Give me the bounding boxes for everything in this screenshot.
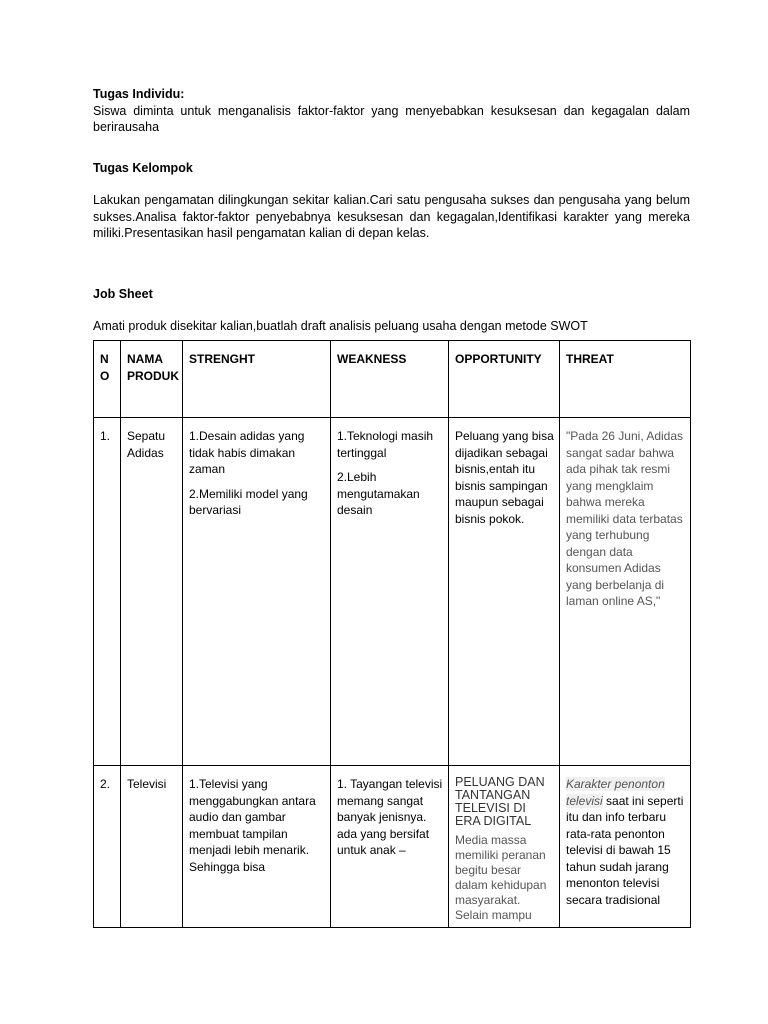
row2-opportunity <box>449 766 560 928</box>
table-row <box>94 418 691 766</box>
row1-strength <box>183 418 331 766</box>
header-product-name: NAMA PRODUK <box>121 341 183 418</box>
row1-strength-2: 2.Memiliki model yang bervariasi <box>189 486 308 517</box>
header-no: N O <box>94 341 121 418</box>
jobsheet-instruction: Amati produk disekitar kalian,buatlah draft analisis peluang usaha dengan metode SWOT <box>93 319 588 333</box>
row1-strength-1: 1.Desain adidas yang tidak habis dimakan zaman <box>189 429 305 476</box>
document-body <box>93 86 690 335</box>
row1-weakness-1: 1.Teknologi masih tertinggal <box>337 429 434 460</box>
row1-weakness-2: 2.Lebih mengutamakan desain <box>337 470 420 517</box>
group-task-title: Tugas Kelompok <box>93 160 193 175</box>
row2-product-name: Televisi <box>121 766 183 928</box>
individual-task-title: Tugas Individu: <box>93 87 185 101</box>
swot-table <box>93 340 691 928</box>
row1-product-name: Sepatu Adidas <box>121 418 183 766</box>
header-weakness: WEAKNESS <box>331 341 449 418</box>
row1-opportunity: Peluang yang bisa dijadikan sebagai bisnis,entah itu bisnis sampingan maupun sebagai bisnis pokok. <box>449 418 560 766</box>
header-opportunity: OPPORTUNITY <box>449 341 560 418</box>
row2-threat-italic: Karakter penonton televisi <box>566 777 665 808</box>
row2-weakness: 1. Tayangan televisi memang sangat banyak jenisnya. ada yang bersifat untuk anak – <box>331 766 449 928</box>
table-header-row <box>94 341 691 418</box>
individual-task-text: Siswa diminta untuk menganalisis faktor-faktor yang menyebabkan kesuksesan dan kegagalan dalam berirausaha <box>93 103 690 134</box>
row2-strength: 1.Televisi yang menggabungkan antara audio dan gambar membuat tampilan menjadi lebih menarik. Sehingga bisa <box>183 766 331 928</box>
row2-opportunity-body: Media massa memiliki peranan begitu besar dalam kehidupan masyarakat. Selain mampu <box>455 833 547 922</box>
row2-no: 2. <box>94 766 121 928</box>
header-strength: STRENGHT <box>183 341 331 418</box>
row2-opportunity-title: PELUANG DAN TANTANGAN TELEVISI DI ERA DIGITAL <box>455 775 545 828</box>
row1-no: 1. <box>94 418 121 766</box>
row2-threat <box>560 766 691 928</box>
table-row <box>94 766 691 928</box>
row2-threat-rest: saat ini seperti itu dan info terbaru rata-rata penonton televisi di bawah 15 tahun sudah jarang menonton televisi secara tradisional <box>566 793 684 907</box>
row1-threat: "Pada 26 Juni, Adidas sangat sadar bahwa ada pihak tak resmi yang mengklaim bahwa mereka memiliki data terbatas yang terhubung dengan data konsumen Adidas yang berbelanja di laman online AS," <box>560 418 691 766</box>
jobsheet-title: Job Sheet <box>93 286 153 301</box>
row1-weakness <box>331 418 449 766</box>
header-threat: THREAT <box>560 341 691 418</box>
group-task-text: Lakukan pengamatan dilingkungan sekitar kalian.Cari satu pengusaha sukses dan pengusaha yang belum sukses.Analisa faktor-faktor penyebabnya kesuksesan dan kegagalan,Identifikasi karakter yang mereka miliki.Presentasikan hasil pengamatan kalian di depan kelas. <box>93 193 690 240</box>
